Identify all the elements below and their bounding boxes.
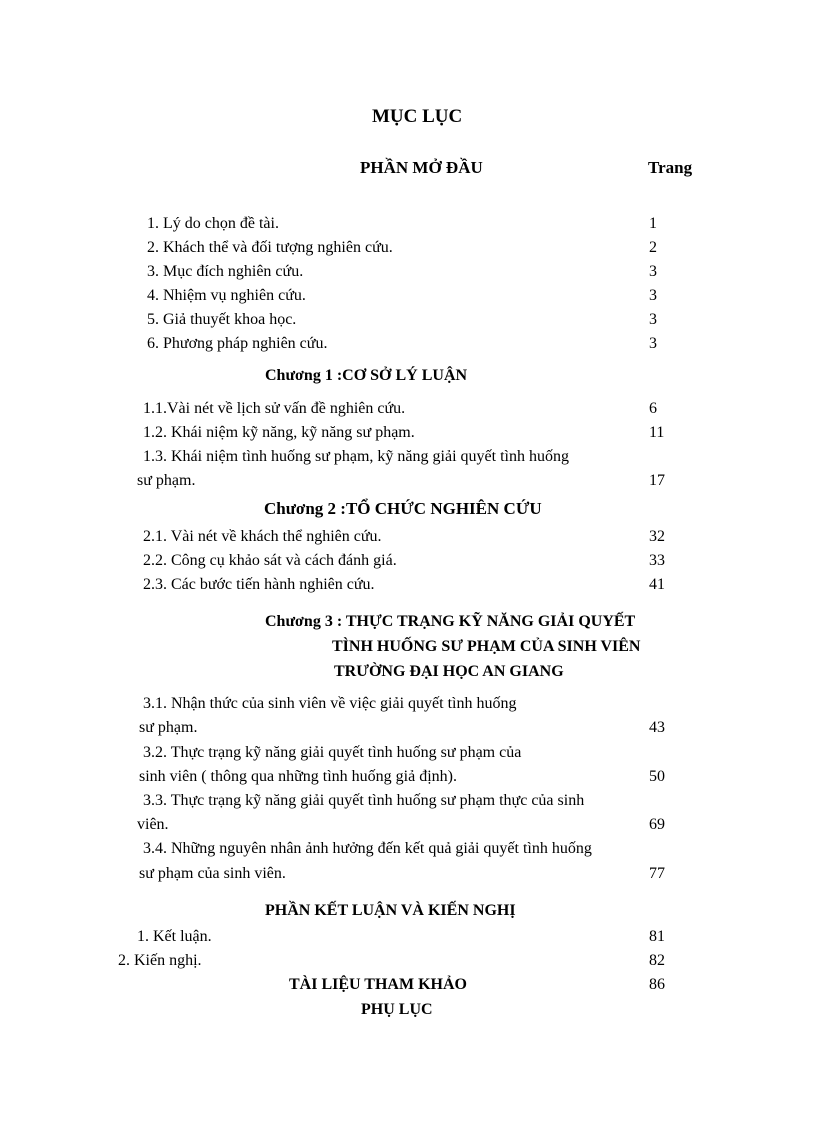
toc-entry-text: 1. Kết luận. bbox=[137, 928, 212, 945]
toc-entry-text: 1.2. Khái niệm kỹ năng, kỹ năng sư phạm. bbox=[143, 424, 415, 441]
toc-entry-page: 3 bbox=[649, 287, 657, 304]
toc-entry-text: 3.1. Nhận thức của sinh viên về việc giải quyết tình huống bbox=[143, 695, 517, 712]
toc-entry-page: 82 bbox=[649, 952, 665, 969]
toc-entry-page: 50 bbox=[649, 768, 665, 785]
toc-entry-text-cont: viên. bbox=[137, 816, 169, 833]
toc-entry-page: 86 bbox=[649, 976, 665, 993]
toc-entry-text: 4. Nhiệm vụ nghiên cứu. bbox=[147, 287, 306, 304]
toc-entry-page: 3 bbox=[649, 311, 657, 328]
chapter3-heading-line2: TÌNH HUỐNG SƯ PHẠM CỦA SINH VIÊN bbox=[332, 638, 641, 655]
toc-entry-page: 32 bbox=[649, 528, 665, 545]
appendix-heading: PHỤ LỤC bbox=[361, 1001, 433, 1018]
chapter3-heading-line3: TRƯỜNG ĐẠI HỌC AN GIANG bbox=[334, 663, 564, 680]
toc-entry-text: 1.3. Khái niệm tình huống sư phạm, kỹ năng giải quyết tình huống bbox=[143, 448, 569, 465]
chapter1-heading: Chương 1 :CƠ SỞ LÝ LUẬN bbox=[265, 367, 468, 384]
toc-entry-text-cont: sư phạm. bbox=[137, 472, 196, 489]
toc-entry-text: 5. Giả thuyết khoa học. bbox=[147, 311, 297, 328]
toc-entry-page: 17 bbox=[649, 472, 665, 489]
toc-entry-page: 1 bbox=[649, 215, 657, 232]
toc-entry-text-cont: sư phạm. bbox=[139, 719, 198, 736]
toc-entry-page: 77 bbox=[649, 865, 665, 882]
toc-entry-page: 2 bbox=[649, 239, 657, 256]
toc-entry-page: 11 bbox=[649, 424, 665, 441]
toc-entry-page: 6 bbox=[649, 400, 657, 417]
toc-entry-text: 3.3. Thực trạng kỹ năng giải quyết tình huống sư phạm thực của sinh bbox=[143, 792, 585, 809]
toc-entry-text: 1.1.Vài nét về lịch sử vấn đề nghiên cứu. bbox=[143, 400, 406, 417]
toc-entry-page: 81 bbox=[649, 928, 665, 945]
conclusion-heading: PHẦN KẾT LUẬN VÀ KIẾN NGHỊ bbox=[265, 902, 516, 919]
toc-entry-text: 3. Mục đích nghiên cứu. bbox=[147, 263, 304, 280]
toc-entry-page: 41 bbox=[649, 576, 665, 593]
toc-entry-page: 3 bbox=[649, 335, 657, 352]
chapter3-heading: Chương 3 : THỰC TRẠNG KỸ NĂNG GIẢI QUYẾT bbox=[265, 613, 636, 630]
toc-entry-text: 2.2. Công cụ khảo sát và cách đánh giá. bbox=[143, 552, 397, 569]
toc-entry-text: 3.4. Những nguyên nhân ảnh hưởng đến kết quả giải quyết tình huống bbox=[143, 840, 592, 857]
toc-entry-page: 33 bbox=[649, 552, 665, 569]
toc-entry-page: 69 bbox=[649, 816, 665, 833]
toc-entry-page: 3 bbox=[649, 263, 657, 280]
toc-entry-text: 3.2. Thực trạng kỹ năng giải quyết tình huống sư phạm của bbox=[143, 744, 522, 761]
toc-entry-text-cont: sinh viên ( thông qua những tình huống giả định). bbox=[139, 768, 457, 785]
toc-entry-page: 43 bbox=[649, 719, 665, 736]
toc-entry-text: 2.1. Vài nét về khách thể nghiên cứu. bbox=[143, 528, 382, 545]
toc-entry-text: 6. Phương pháp nghiên cứu. bbox=[147, 335, 328, 352]
toc-entry-text: 2. Khách thể và đối tượng nghiên cứu. bbox=[147, 239, 393, 256]
page-title: MỤC LỤC bbox=[372, 106, 463, 127]
page-column-label: Trang bbox=[648, 158, 693, 177]
toc-entry-text: 1. Lý do chọn đề tài. bbox=[147, 215, 279, 232]
toc-entry-text: 2. Kiến nghị. bbox=[118, 952, 202, 969]
chapter2-heading: Chương 2 :TỔ CHỨC NGHIÊN CỨU bbox=[264, 499, 542, 518]
references-heading: TÀI LIỆU THAM KHẢO bbox=[289, 976, 467, 993]
toc-entry-text: 2.3. Các bước tiến hành nghiên cứu. bbox=[143, 576, 375, 593]
intro-heading: PHẦN MỞ ĐẦU bbox=[360, 158, 483, 177]
toc-entry-text-cont: sư phạm của sinh viên. bbox=[139, 865, 286, 882]
